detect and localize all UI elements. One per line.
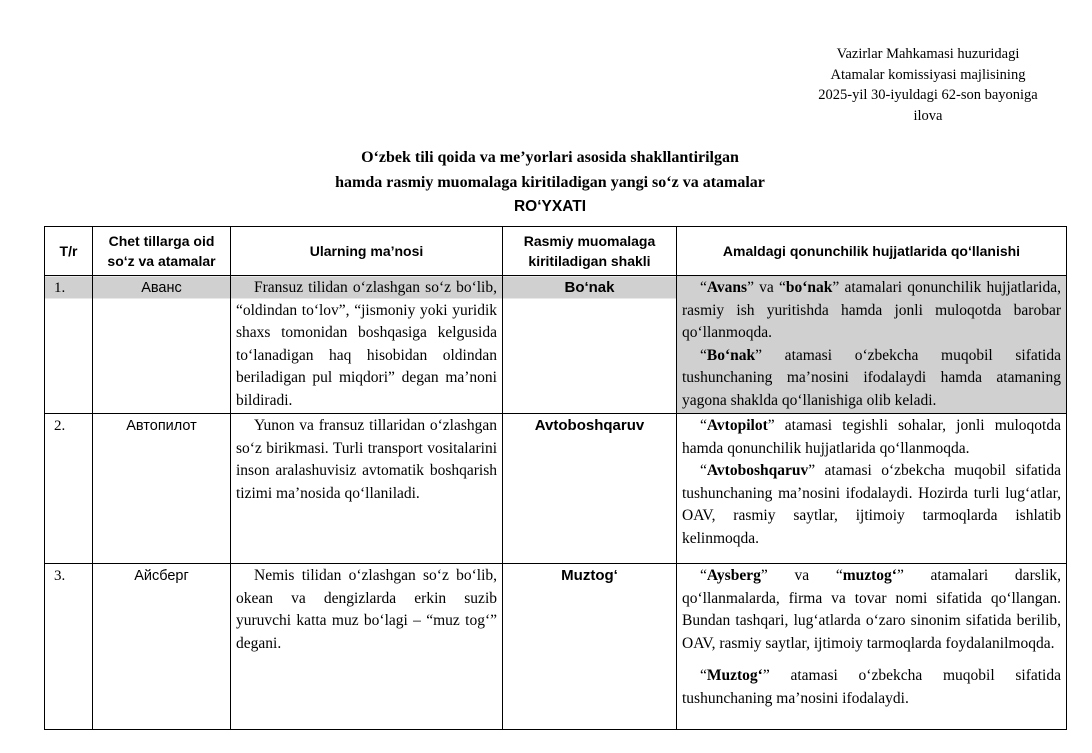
cell-meaning: Nemis tilidan o‘zlashgan so‘z bo‘lib, okean va dengizlarda erkin suzib yuruvchi katta muz bo‘lagi – “muz tog‘” degani. (231, 564, 503, 730)
usage-paragraph: “Avtoboshqaruv” atamasi o‘zbekcha muqobil sifatida tushunchaning ma’nosini ifodalaydi. Hozirda turli lug‘atlar, OAV, rasmiy saytlar, ijtimoiy tarmoqlarda ishlatib kelinmoqda. (682, 462, 1061, 547)
cell-official: Bo‘nak (503, 276, 677, 414)
cell-word: Айсберг (93, 564, 231, 730)
cell-num: 3. (45, 564, 93, 730)
cell-usage (677, 564, 1067, 730)
table-header-row (45, 227, 1067, 276)
header-foreign: Chet tillarga oid so‘z va atamalar (93, 227, 231, 276)
title-line-3: RO‘YXATI (513, 198, 587, 215)
approval-line: Vazirlar Mahkamasi huzuridagi (836, 46, 1020, 62)
usage-paragraph: “Bo‘nak” atamasi o‘zbekcha muqobil sifatida tushunchaning ma’nosini ifodalaydi hamda atamaning yagona shaklda qo‘llanishiga olib keladi. (682, 346, 1061, 409)
header-meaning: Ularning ma’nosi (231, 227, 503, 276)
document-title (0, 146, 1092, 220)
header-usage: Amaldagi qonunchilik hujjatlarida qo‘llanishi (677, 227, 1067, 276)
table-row (45, 414, 1067, 564)
usage-paragraph: “Avtopilot” atamasi tegishli sohalar, jonli muloqotda hamda qonunchilik hujjatlarida qo‘llanmoqda. (682, 417, 1061, 457)
title-line-1: O‘zbek tili qoida va me’yorlari asosida shakllantirilgan (361, 149, 739, 166)
cell-num: 2. (45, 414, 93, 564)
approval-line: ilova (913, 107, 943, 124)
header-num: T/r (45, 227, 93, 276)
usage-paragraph: “Aysberg” va “muztog‘” atamalari darslik, qo‘llanmalarda, firma va tovar nomi sifatida qo‘llangan. Bundan tashqari, lug‘atlarda o‘zaro sinonim sifatida berilib, OAV, rasmiy saytlar, ijtimoiy tarmoqlarda foydalanilmoqda. (682, 567, 1061, 652)
header-official: Rasmiy muomalaga kiritiladigan shakli (503, 227, 677, 276)
approval-note (780, 44, 1076, 126)
cell-meaning: Fransuz tilidan o‘zlashgan so‘z bo‘lib, “oldindan to‘lov”, “jismoniy yoki yuridik shaxs tomonidan boshqasiga kelgusida to‘lanadigan haq hisobidan oldindan beriladigan pul miqdori” degan ma’noni bildiradi. (231, 276, 503, 414)
title-line-2: hamda rasmiy muomalaga kiritiladigan yangi so‘z va atamalar (335, 173, 765, 191)
terms-table (44, 226, 1067, 730)
cell-usage (677, 276, 1067, 414)
approval-line: Atamalar komissiyasi majlisining (830, 66, 1026, 83)
table-row (45, 276, 1067, 414)
usage-paragraph: “Muztog‘” atamasi o‘zbekcha muqobil sifatida tushunchaning ma’nosini ifodalaydi. (682, 667, 1061, 707)
cell-official: Muztog‘ (503, 564, 677, 730)
table-row (45, 564, 1067, 730)
approval-line: 2025-yil 30-iyuldagi 62-son bayoniga (818, 87, 1038, 103)
cell-usage (677, 414, 1067, 564)
cell-official: Avtoboshqaruv (503, 414, 677, 564)
cell-word: Автопилот (93, 414, 231, 564)
cell-meaning: Yunon va fransuz tillaridan o‘zlashgan so‘z birikmasi. Turli transport vositalarini inson aralashuvisiz avtomatik boshqarish tizimi ma’nosida qo‘llaniladi. (231, 414, 503, 564)
cell-word: Аванс (93, 276, 231, 414)
cell-num: 1. (45, 276, 93, 414)
usage-paragraph: “Avans” va “bo‘nak” atamalari qonunchilik hujjatlarida, rasmiy ish yuritishda hamda jonli muloqotda barobar qo‘llanmoqda. (682, 279, 1061, 341)
